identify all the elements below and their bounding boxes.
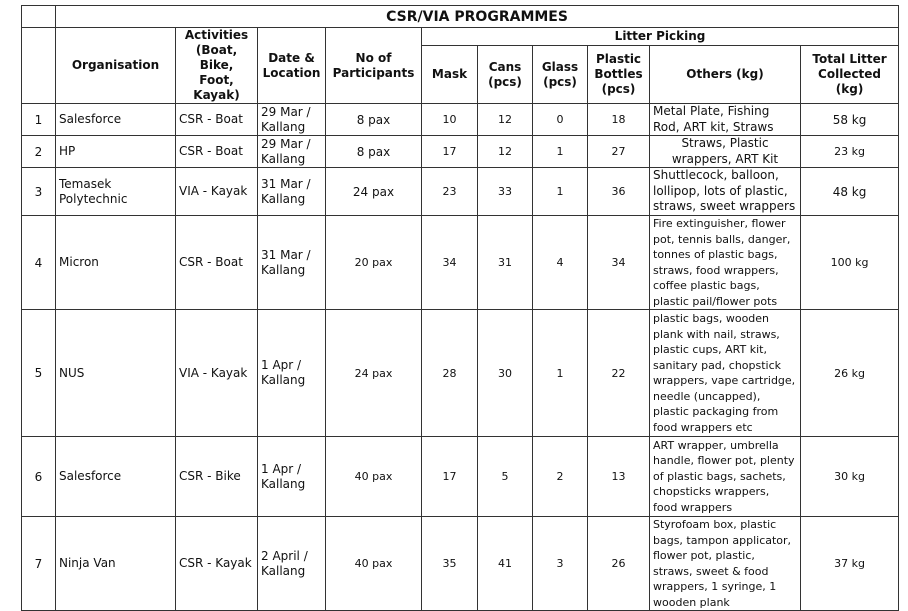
date-cell	[258, 168, 326, 216]
date-line2: Kallang	[261, 151, 306, 166]
date-line1: 1 Apr /	[261, 358, 302, 372]
date-header	[258, 28, 326, 104]
date-header-line2: Location	[262, 65, 321, 80]
table-row	[22, 136, 899, 168]
activity-cell: VIA - Kayak	[176, 310, 258, 437]
plastic-cell: 36	[588, 168, 650, 216]
total-cell: 26 kg	[801, 310, 899, 437]
mask-cell: 17	[422, 437, 478, 517]
litter-picking-header: Litter Picking	[422, 28, 899, 46]
total-header-line1: Total Litter	[812, 52, 887, 67]
date-cell	[258, 437, 326, 517]
activity-cell: CSR - Boat	[176, 136, 258, 168]
organisation-cell: Salesforce	[56, 437, 176, 517]
others-cell: plastic bags, wooden plank with nail, straws, plastic cups, ART kit, sanitary pad, chopstick wrappers, vape cartridge, needle (uncapped), plastic packaging from food wrappers etc	[650, 310, 801, 437]
date-line2: Kallang	[261, 262, 306, 277]
total-header-line2: Collected	[818, 67, 882, 82]
activities-header-line1: Activities	[184, 28, 249, 42]
organisation-cell: Salesforce	[56, 104, 176, 136]
others-cell: Shuttlecock, balloon, lollipop, lots of plastic, straws, sweet wrappers	[650, 168, 801, 216]
participants-cell: 20 pax	[326, 216, 422, 310]
glass-header-line2: (pcs)	[543, 74, 577, 89]
activity-cell: CSR - Bike	[176, 437, 258, 517]
participants-cell: 8 pax	[326, 136, 422, 168]
others-cell: Straws, Plastic wrappers, ART Kit	[650, 136, 801, 168]
activity-cell: VIA - Kayak	[176, 168, 258, 216]
glass-cell: 2	[533, 437, 588, 517]
row-index: 5	[22, 310, 56, 437]
plastic-header-line1: Plastic	[595, 52, 642, 67]
date-cell	[258, 104, 326, 136]
table-row	[22, 517, 899, 611]
date-line1: 29 Mar /	[261, 136, 311, 151]
row-index: 6	[22, 437, 56, 517]
date-cell	[258, 517, 326, 611]
cans-cell: 41	[478, 517, 533, 611]
organisation-cell	[56, 168, 176, 216]
cans-header-line2: (pcs)	[488, 74, 522, 89]
others-cell: Styrofoam box, plastic bags, tampon applicator, flower pot, plastic, straws, sweet & food wrappers, 1 syringe, 1 wooden plank	[650, 517, 801, 611]
plastic-header-line3: (pcs)	[601, 82, 636, 97]
date-line2: Kallang	[261, 476, 306, 491]
organisation-line2: Polytechnic	[59, 191, 128, 206]
index-header	[22, 28, 56, 104]
plastic-header-line2: Bottles	[594, 67, 643, 82]
glass-cell: 0	[533, 104, 588, 136]
participants-cell: 8 pax	[326, 104, 422, 136]
participants-header-line2: Participants	[332, 65, 415, 80]
participants-cell: 24 pax	[326, 310, 422, 437]
total-cell: 58 kg	[801, 104, 899, 136]
plastic-cell: 13	[588, 437, 650, 517]
date-cell	[258, 136, 326, 168]
mask-cell: 34	[422, 216, 478, 310]
organisation-cell: Ninja Van	[56, 517, 176, 611]
total-cell: 48 kg	[801, 168, 899, 216]
row-index: 4	[22, 216, 56, 310]
activity-cell: CSR - Boat	[176, 104, 258, 136]
csr-via-programmes-table	[21, 5, 899, 611]
others-cell: ART wrapper, umbrella handle, flower pot, plenty of plastic bags, sachets, chopsticks wrappers, food wrappers	[650, 437, 801, 517]
plastic-cell: 18	[588, 104, 650, 136]
table-row	[22, 310, 899, 437]
plastic-cell: 27	[588, 136, 650, 168]
activity-cell: CSR - Kayak	[176, 517, 258, 611]
mask-cell: 35	[422, 517, 478, 611]
cans-header	[478, 46, 533, 104]
organisation-cell: Micron	[56, 216, 176, 310]
organisation-cell: HP	[56, 136, 176, 168]
corner-cell	[22, 6, 56, 28]
table-row	[22, 104, 899, 136]
plastic-cell: 34	[588, 216, 650, 310]
cans-cell: 33	[478, 168, 533, 216]
cans-cell: 12	[478, 104, 533, 136]
organisation-line1: Temasek	[59, 176, 112, 191]
table-row	[22, 216, 899, 310]
total-header-line3: (kg)	[835, 82, 864, 97]
mask-header: Mask	[422, 46, 478, 104]
date-line1: 1 Apr /	[261, 461, 302, 476]
date-header-line1: Date &	[268, 50, 315, 65]
others-cell: Fire extinguisher, flower pot, tennis balls, danger, tonnes of plastic bags, straws, food wrappers, coffee plastic bags, plastic pail/flower pots	[650, 216, 801, 310]
participants-cell: 24 pax	[326, 168, 422, 216]
others-cell: Metal Plate, Fishing Rod, ART kit, Straws	[650, 104, 801, 136]
cans-header-line1: Cans	[488, 59, 522, 74]
activities-header-line3: Foot,	[199, 73, 234, 87]
table-row	[22, 168, 899, 216]
date-line1: 31 Mar /	[261, 247, 311, 262]
glass-cell: 1	[533, 168, 588, 216]
date-line2: Kallang	[261, 563, 306, 578]
date-line2: Kallang	[261, 119, 306, 134]
activities-header	[176, 28, 258, 104]
date-cell	[258, 216, 326, 310]
total-cell: 100 kg	[801, 216, 899, 310]
plastic-bottles-header	[588, 46, 650, 104]
participants-cell: 40 pax	[326, 517, 422, 611]
cans-cell: 31	[478, 216, 533, 310]
date-line1: 29 Mar /	[261, 104, 311, 119]
date-line1: 31 Mar /	[261, 176, 311, 191]
glass-cell: 1	[533, 136, 588, 168]
others-header: Others (kg)	[650, 46, 801, 104]
participants-header-line1: No of	[355, 50, 392, 65]
row-index: 7	[22, 517, 56, 611]
mask-cell: 17	[422, 136, 478, 168]
participants-cell: 40 pax	[326, 437, 422, 517]
date-line2: Kallang	[261, 191, 306, 206]
mask-cell: 28	[422, 310, 478, 437]
organisation-cell: NUS	[56, 310, 176, 437]
glass-cell: 1	[533, 310, 588, 437]
total-cell: 30 kg	[801, 437, 899, 517]
organisation-header: Organisation	[56, 28, 176, 104]
plastic-cell: 26	[588, 517, 650, 611]
total-cell: 37 kg	[801, 517, 899, 611]
table-row	[22, 437, 899, 517]
glass-cell: 4	[533, 216, 588, 310]
glass-cell: 3	[533, 517, 588, 611]
activity-cell: CSR - Boat	[176, 216, 258, 310]
activities-header-line2: (Boat, Bike,	[195, 43, 238, 72]
mask-cell: 10	[422, 104, 478, 136]
glass-header-line1: Glass	[541, 59, 579, 74]
participants-header	[326, 28, 422, 104]
table-title: CSR/VIA PROGRAMMES	[56, 6, 899, 28]
activities-header-line4: Kayak)	[193, 88, 240, 102]
cans-cell: 30	[478, 310, 533, 437]
total-header	[801, 46, 899, 104]
row-index: 1	[22, 104, 56, 136]
plastic-cell: 22	[588, 310, 650, 437]
glass-header	[533, 46, 588, 104]
cans-cell: 5	[478, 437, 533, 517]
date-line1: 2 April /	[261, 548, 308, 563]
date-cell	[258, 310, 326, 437]
total-cell: 23 kg	[801, 136, 899, 168]
row-index: 3	[22, 168, 56, 216]
cans-cell: 12	[478, 136, 533, 168]
row-index: 2	[22, 136, 56, 168]
mask-cell: 23	[422, 168, 478, 216]
date-line2: Kallang	[261, 373, 306, 387]
